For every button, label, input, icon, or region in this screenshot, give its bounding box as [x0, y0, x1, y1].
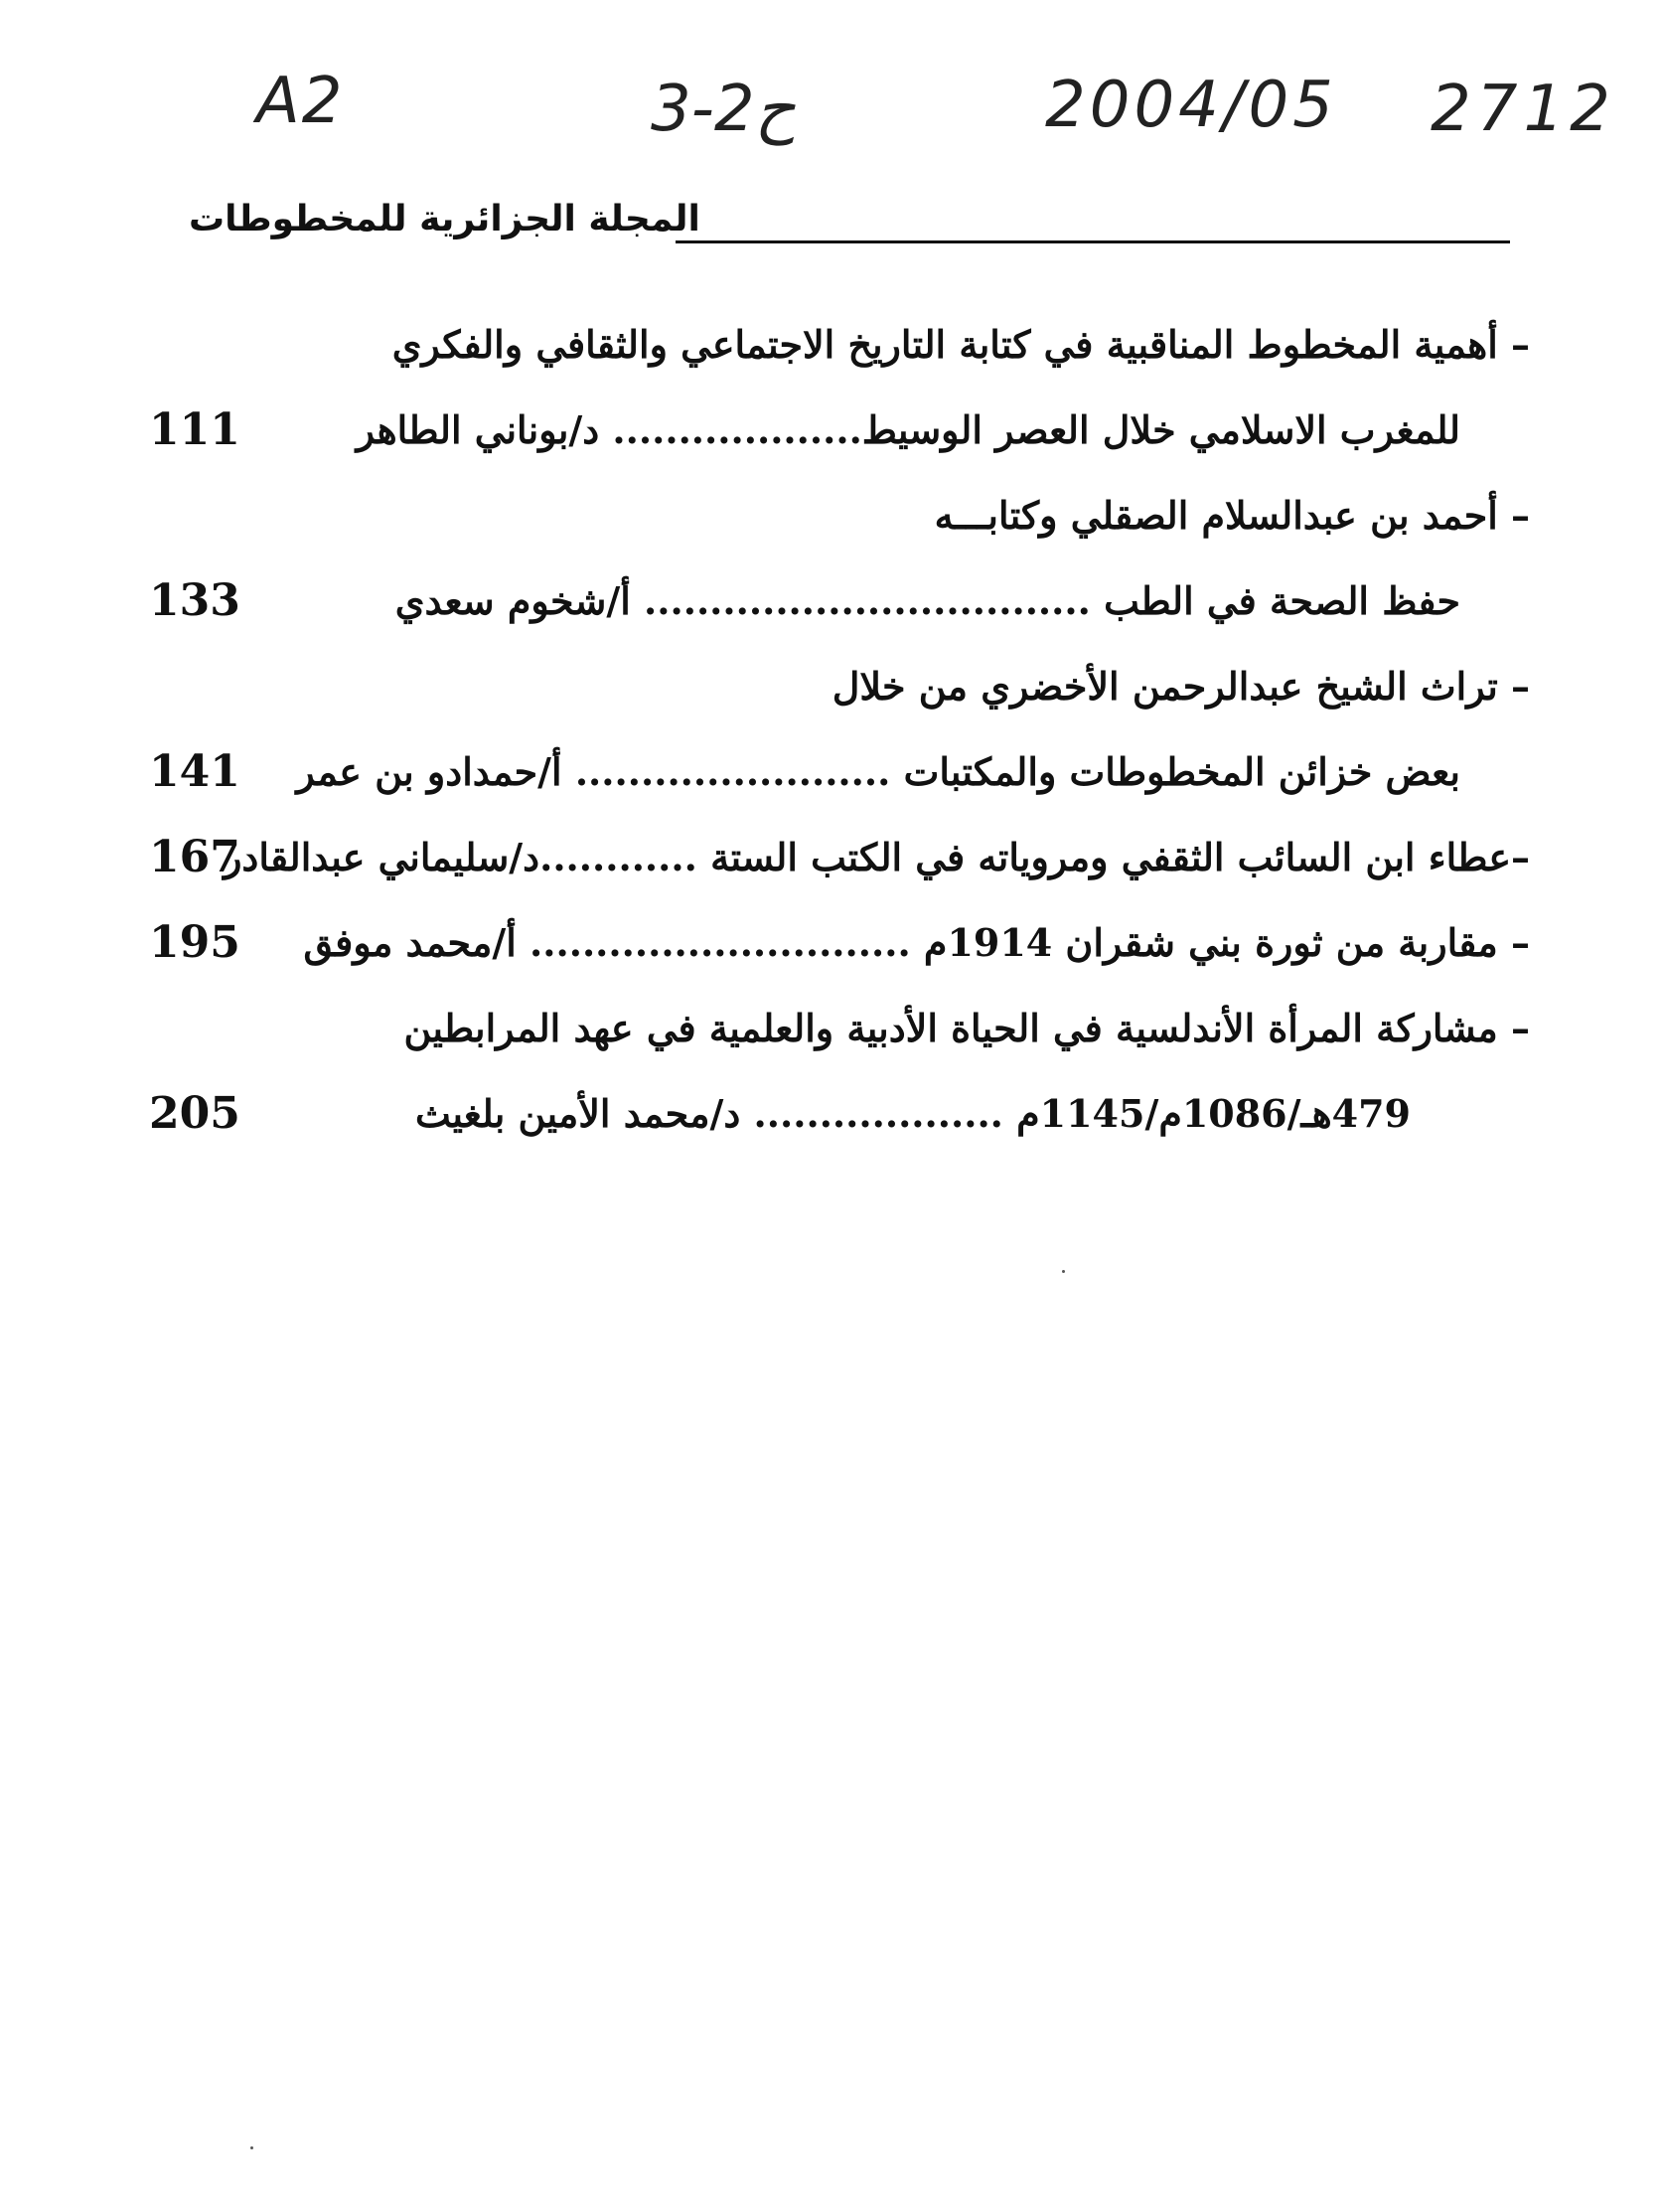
- toc-entry-1-line-2: [139, 398, 1550, 484]
- toc-entry-author: للمغرب الاسلامي خلال العصر الوسيط................... د/بوناني الطاهر: [356, 407, 1460, 452]
- toc-entry-title: –عطاء ابن السائب الثقفي ومروياته في الكتب الستة ............د/سليماني عبدالقادر: [224, 835, 1530, 879]
- header-divider: [676, 240, 1510, 243]
- scan-speck: [250, 2146, 253, 2149]
- toc-entry-6-line-2: [139, 1082, 1550, 1168]
- handwritten-annotations: [0, 55, 1664, 174]
- journal-header: [189, 199, 1510, 258]
- table-of-contents: [139, 313, 1550, 1168]
- handwritten-mark: 2004/05: [1045, 69, 1337, 142]
- toc-entry-title: – أهمية المخطوط المناقبية في كتابة التاريخ الاجتماعي والثقافي والفكري: [391, 322, 1530, 367]
- handwritten-mark: A2: [256, 65, 345, 138]
- toc-page-number: 195: [149, 917, 240, 968]
- toc-entry-6-line-1: [139, 997, 1550, 1082]
- toc-page-number: 133: [149, 575, 240, 626]
- toc-entry-author: بعض خزائن المخطوطات والمكتبات ........................ أ/حمدادو بن عمر: [296, 749, 1460, 794]
- toc-page-number: 141: [149, 746, 240, 797]
- toc-entry-3-line-1: [139, 655, 1550, 740]
- toc-entry-title: – تراث الشيخ عبدالرحمن الأخضري من خلال: [832, 664, 1530, 709]
- handwritten-mark: 2712: [1431, 73, 1616, 146]
- toc-entry-title: – مشاركة المرأة الأندلسية في الحياة الأدبية والعلمية في عهد المرابطين: [403, 1006, 1530, 1050]
- toc-entry-1-line-1: [139, 313, 1550, 398]
- toc-entry-3-line-2: [139, 740, 1550, 826]
- toc-entry-4: [139, 826, 1550, 911]
- toc-page-number: 205: [149, 1088, 240, 1139]
- toc-page-number: 111: [149, 404, 240, 455]
- toc-entry-5: [139, 911, 1550, 997]
- toc-entry-2-line-1: [139, 484, 1550, 569]
- toc-entry-title: – مقاربة من ثورة بني شقران 1914م ............................. أ/محمد موفق: [303, 920, 1530, 965]
- scan-speck: [1062, 1270, 1065, 1273]
- toc-entry-author: حفظ الصحة في الطب .................................. أ/شخوم سعدي: [394, 578, 1460, 623]
- handwritten-mark: 3-2ح: [651, 73, 796, 146]
- toc-entry-author: 479هـ/1086م/1145م ................... د/محمد الأمين بلغيث: [415, 1091, 1411, 1136]
- toc-entry-title: – أحمد بن عبدالسلام الصقلي وكتابـــه: [934, 493, 1530, 538]
- toc-page-number: 167: [149, 832, 240, 882]
- toc-entry-2-line-2: [139, 569, 1550, 655]
- journal-title: المجلة الجزائرية للمخطوطات: [189, 199, 700, 239]
